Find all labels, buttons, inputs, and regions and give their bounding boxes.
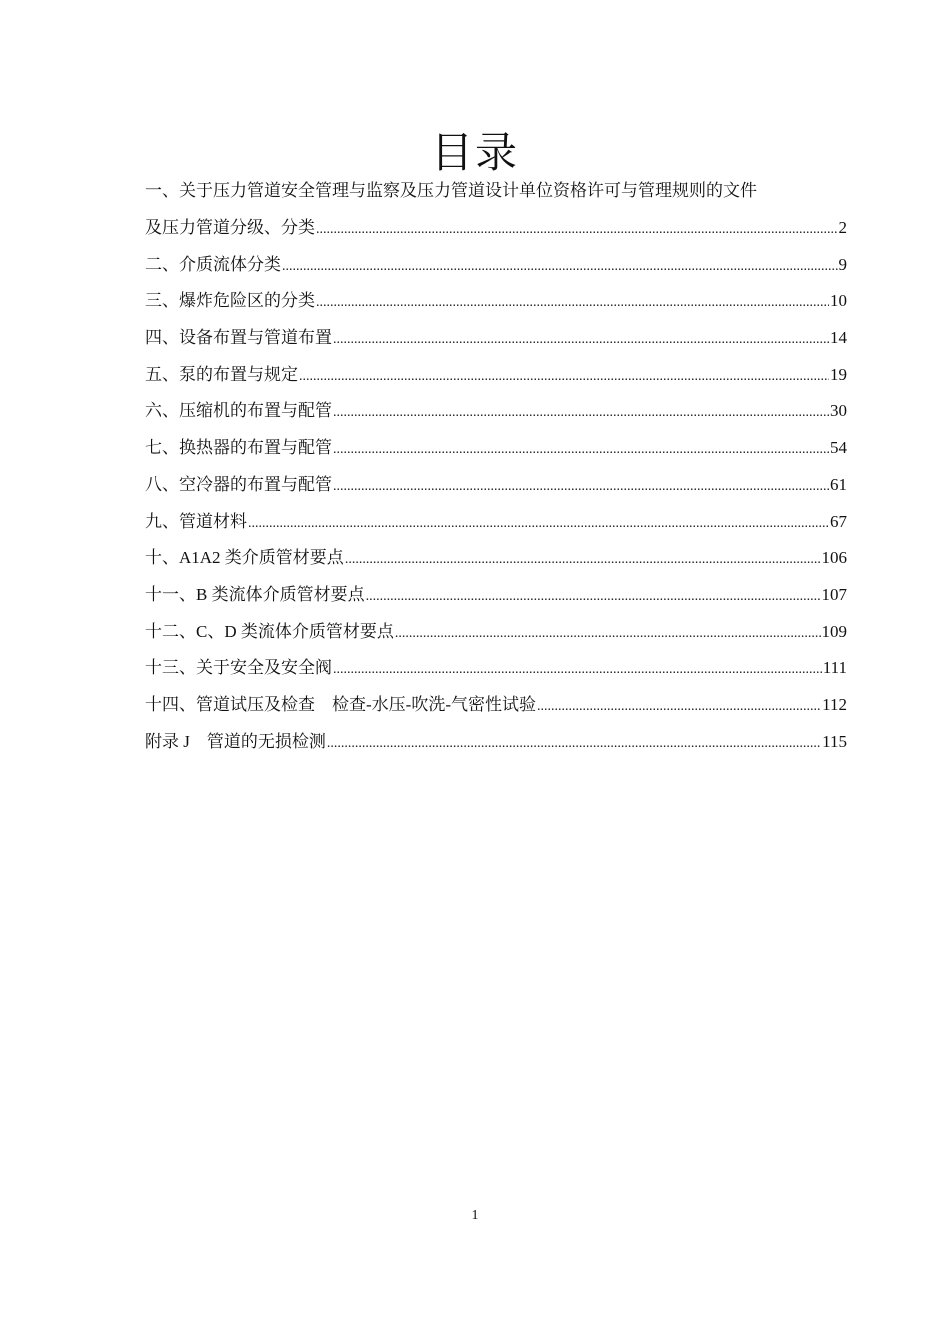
toc-entry-label: 及压力管道分级、分类 bbox=[145, 218, 315, 237]
toc-entry-label: 九、管道材料 bbox=[145, 511, 247, 531]
toc-entry[interactable] bbox=[145, 687, 847, 724]
dot-leader bbox=[395, 616, 821, 653]
toc-entry[interactable] bbox=[145, 650, 847, 687]
toc-entry[interactable] bbox=[145, 393, 847, 430]
toc-title: 目录 bbox=[430, 131, 519, 177]
dot-leader bbox=[333, 652, 822, 689]
toc-entry[interactable] bbox=[145, 504, 847, 541]
toc-entry-page: 14 bbox=[830, 328, 847, 348]
toc-entry[interactable] bbox=[145, 467, 847, 504]
toc-entry[interactable] bbox=[145, 247, 847, 284]
toc-entry[interactable] bbox=[145, 540, 847, 577]
toc-entry-label: 四、设备布置与管道布置 bbox=[145, 328, 332, 348]
toc-entry-page: 10 bbox=[830, 291, 847, 311]
toc-entry[interactable] bbox=[145, 577, 847, 614]
dot-leader bbox=[345, 542, 821, 579]
toc-entry[interactable] bbox=[145, 724, 847, 761]
toc-entry-page: 112 bbox=[822, 694, 847, 714]
dot-leader bbox=[537, 689, 821, 726]
toc-entry[interactable] bbox=[145, 430, 847, 467]
toc-entry-page: 106 bbox=[821, 548, 847, 568]
dot-leader bbox=[316, 212, 838, 249]
toc-entry-label: 附录 J 管道的无损检测 bbox=[145, 731, 326, 751]
dot-leader bbox=[299, 359, 829, 396]
toc-entry-page: 109 bbox=[821, 621, 847, 641]
dot-leader bbox=[248, 506, 829, 543]
dot-leader bbox=[333, 395, 829, 432]
toc-entry-label: 七、换热器的布置与配管 bbox=[145, 438, 332, 458]
dot-leader bbox=[327, 726, 821, 763]
toc-entry-label: 二、介质流体分类 bbox=[145, 254, 281, 274]
dot-leader bbox=[333, 322, 829, 359]
toc-entry-label: 五、泵的布置与规定 bbox=[145, 364, 298, 384]
dot-leader bbox=[282, 249, 838, 286]
dot-leader bbox=[333, 469, 829, 506]
toc-entry-page: 9 bbox=[838, 254, 847, 274]
toc-entry-1-line-1[interactable]: 一、关于压力管道安全管理与监察及压力管道设计单位资格许可与管理规则的文件 bbox=[145, 181, 757, 200]
toc-entry-page: 30 bbox=[830, 401, 847, 421]
page-number: 1 bbox=[471, 1208, 479, 1223]
toc-entry[interactable] bbox=[145, 283, 847, 320]
toc-entry-page: 2 bbox=[838, 218, 847, 237]
toc-entry[interactable] bbox=[145, 320, 847, 357]
toc-entry-label: 六、压缩机的布置与配管 bbox=[145, 401, 332, 421]
toc-entry-page: 61 bbox=[830, 474, 847, 494]
toc-entry-page: 107 bbox=[821, 584, 847, 604]
toc-entry[interactable] bbox=[145, 357, 847, 394]
toc-entry-label: 十、A1A2 类介质管材要点 bbox=[145, 548, 344, 568]
toc-entry-label: 十二、C、D 类流体介质管材要点 bbox=[145, 621, 394, 641]
toc-entry-page: 67 bbox=[830, 511, 847, 531]
dot-leader bbox=[333, 432, 829, 469]
dot-leader bbox=[316, 285, 829, 322]
toc-entry-label: 三、爆炸危险区的分类 bbox=[145, 291, 315, 311]
dot-leader bbox=[366, 579, 821, 616]
toc-entry-page: 111 bbox=[822, 658, 847, 678]
toc-entry-page: 115 bbox=[822, 731, 847, 751]
toc-entry-label: 十三、关于安全及安全阀 bbox=[145, 658, 332, 678]
toc-entry[interactable] bbox=[145, 614, 847, 651]
toc-entry-label: 十四、管道试压及检查 检查-水压-吹洗-气密性试验 bbox=[145, 694, 536, 714]
toc-entry-page: 54 bbox=[830, 438, 847, 458]
toc-entry[interactable] bbox=[145, 210, 847, 247]
toc-entry-label: 八、空冷器的布置与配管 bbox=[145, 474, 332, 494]
toc-entry-label: 十一、B 类流体介质管材要点 bbox=[145, 584, 365, 604]
toc-entry-page: 19 bbox=[830, 364, 847, 384]
table-of-contents bbox=[145, 172, 847, 760]
